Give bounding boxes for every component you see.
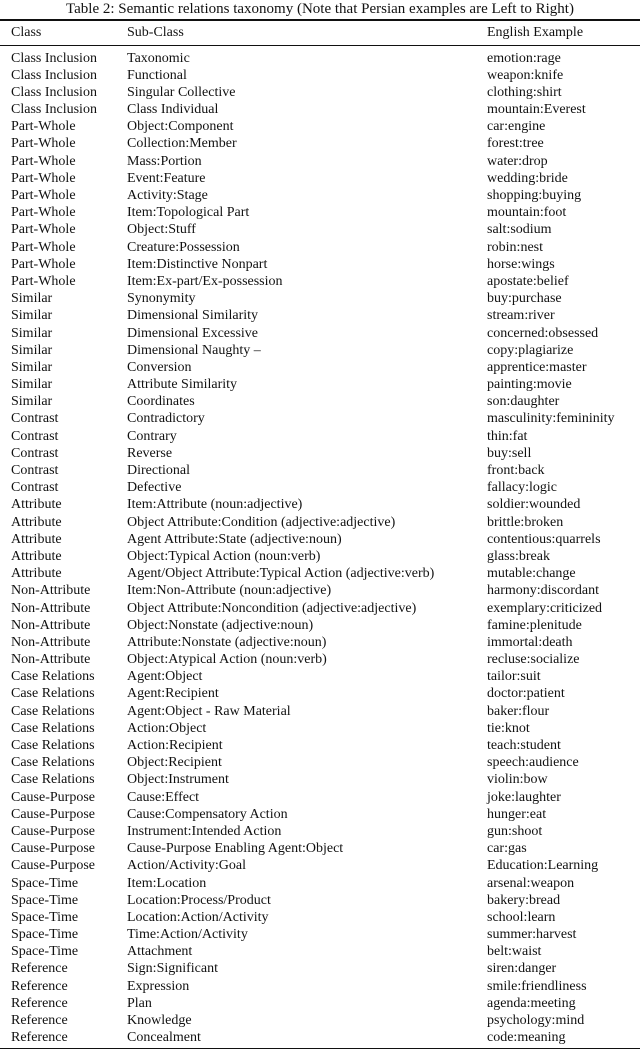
table-row <box>0 789 640 806</box>
class-cell: Attribute <box>11 497 62 513</box>
class-cell: Attribute <box>11 548 62 564</box>
sub-class-cell: Item:Location <box>127 875 207 891</box>
sub-class-cell: Time:Action/Activity <box>127 927 248 943</box>
english-example-cell: hunger:eat <box>487 806 547 822</box>
class-cell: Space-Time <box>11 944 79 960</box>
english-example-cell: car:engine <box>487 119 546 135</box>
english-example-cell: recluse:socialize <box>487 652 580 668</box>
table-row <box>0 909 640 926</box>
english-example-cell: buy:sell <box>487 445 532 461</box>
english-example-cell: code:meaning <box>487 1030 566 1046</box>
class-cell: Part-Whole <box>11 239 76 255</box>
table-row <box>0 737 640 754</box>
header-english-example: English Example <box>487 25 584 40</box>
sub-class-cell: Object:Stuff <box>127 222 196 238</box>
english-example-cell: fallacy:logic <box>487 480 557 496</box>
sub-class-cell: Item:Topological Part <box>127 205 250 221</box>
english-example-cell: baker:flour <box>487 703 550 719</box>
class-cell: Non-Attribute <box>11 617 91 633</box>
table-row <box>0 170 640 187</box>
class-cell: Cause-Purpose <box>11 823 95 839</box>
class-cell: Case Relations <box>11 703 95 719</box>
sub-class-cell: Action:Recipient <box>127 738 223 753</box>
english-example-cell: gun:shoot <box>487 823 543 839</box>
table-row <box>0 771 640 788</box>
table-row <box>0 187 640 204</box>
sub-class-cell: Object:Recipient <box>127 755 222 771</box>
table-row <box>0 565 640 582</box>
class-cell: Case Relations <box>11 772 95 788</box>
table-row <box>0 823 640 840</box>
english-example-cell: doctor:patient <box>487 686 565 702</box>
sub-class-cell: Collection:Member <box>127 136 237 152</box>
class-cell: Similar <box>11 377 53 393</box>
table-row <box>0 617 640 634</box>
english-example-cell: clothing:shirt <box>487 84 562 100</box>
english-example-cell: harmony:discordant <box>487 583 599 599</box>
sub-class-cell: Synonymity <box>127 291 196 307</box>
sub-class-cell: Directional <box>127 463 190 478</box>
sub-class-cell: Item:Non-Attribute (noun:adjective) <box>127 583 332 599</box>
english-example-cell: weapon:knife <box>487 67 564 83</box>
class-cell: Class Inclusion <box>11 67 97 83</box>
table-row <box>0 50 640 67</box>
class-cell: Attribute <box>11 531 62 547</box>
english-example-cell: stream:river <box>487 308 555 324</box>
sub-class-cell: Contrary <box>127 428 177 444</box>
sub-class-cell: Defective <box>127 480 182 496</box>
english-example-cell: emotion:rage <box>487 50 561 66</box>
class-cell: Reference <box>11 1013 68 1028</box>
english-example-cell: masculinity:femininity <box>487 411 615 427</box>
english-example-cell: salt:sodium <box>487 222 552 238</box>
sub-class-cell: Attribute Similarity <box>127 377 238 393</box>
table-row <box>0 445 640 462</box>
english-example-cell: joke:laughter <box>487 789 561 805</box>
sub-class-cell: Expression <box>127 978 190 994</box>
english-example-cell: immortal:death <box>487 634 573 650</box>
sub-class-cell: Attachment <box>127 944 193 960</box>
class-cell: Part-Whole <box>11 136 76 152</box>
table-row <box>0 479 640 496</box>
class-cell: Similar <box>11 308 53 324</box>
table-row <box>0 67 640 84</box>
table-row <box>0 943 640 960</box>
english-example-cell: painting:movie <box>487 377 572 393</box>
sub-class-cell: Dimensional Similarity <box>127 308 259 324</box>
class-cell: Case Relations <box>11 669 95 685</box>
table-row <box>0 703 640 720</box>
table-row <box>0 393 640 410</box>
english-example-cell: soldier:wounded <box>487 497 581 513</box>
english-example-cell: car:gas <box>487 841 527 857</box>
class-cell: Case Relations <box>11 755 95 771</box>
class-cell: Reference <box>11 978 68 994</box>
sub-class-cell: Item:Distinctive Nonpart <box>127 256 268 272</box>
table-row <box>0 634 640 651</box>
english-example-cell: wedding:bride <box>487 170 568 186</box>
english-example-cell: shopping:buying <box>487 188 582 203</box>
sub-class-cell: Object Attribute:Noncondition (adjective:adjective) <box>127 600 417 616</box>
class-cell: Similar <box>11 325 53 341</box>
sub-class-cell: Cause:Compensatory Action <box>127 806 288 822</box>
table-row <box>0 359 640 376</box>
sub-class-cell: Taxonomic <box>127 50 190 66</box>
sub-class-cell: Object:Typical Action (noun:verb) <box>127 548 321 564</box>
english-example-cell: mountain:foot <box>487 205 567 221</box>
sub-class-cell: Sign:Significant <box>127 961 218 977</box>
table-row <box>0 204 640 221</box>
sub-class-cell: Agent/Object Attribute:Typical Action (adjective:verb) <box>127 566 435 582</box>
table-row <box>0 600 640 617</box>
english-example-cell: teach:student <box>487 738 561 753</box>
table-row <box>0 685 640 702</box>
class-cell: Reference <box>11 961 68 977</box>
class-cell: Cause-Purpose <box>11 841 95 857</box>
english-example-cell: thin:fat <box>487 428 528 444</box>
sub-class-cell: Action:Object <box>127 720 207 736</box>
class-cell: Part-Whole <box>11 222 76 238</box>
header-sub-class: Sub-Class <box>127 25 184 40</box>
class-cell: Part-Whole <box>11 119 76 135</box>
english-example-cell: summer:harvest <box>487 927 577 943</box>
class-cell: Non-Attribute <box>11 652 91 668</box>
english-example-cell: Education:Learning <box>487 858 599 874</box>
table-row <box>0 857 640 874</box>
class-cell: Reference <box>11 1030 68 1046</box>
english-example-cell: psychology:mind <box>487 1013 585 1028</box>
table-row <box>0 118 640 135</box>
sub-class-cell: Object Attribute:Condition (adjective:adjective) <box>127 514 396 530</box>
english-example-cell: siren:danger <box>487 961 557 977</box>
table-row <box>0 960 640 977</box>
english-example-cell: speech:audience <box>487 755 579 771</box>
sub-class-cell: Object:Nonstate (adjective:noun) <box>127 617 314 633</box>
sub-class-cell: Location:Process/Product <box>127 892 271 908</box>
english-example-cell: tie:knot <box>487 720 530 736</box>
bottom-rule <box>0 1048 640 1050</box>
class-cell: Part-Whole <box>11 170 76 186</box>
class-cell: Contrast <box>11 463 59 478</box>
table-row <box>0 1012 640 1029</box>
class-cell: Similar <box>11 359 53 375</box>
table-row <box>0 875 640 892</box>
sub-class-cell: Agent Attribute:State (adjective:noun) <box>127 531 342 547</box>
table-row <box>0 548 640 565</box>
table-row <box>0 101 640 118</box>
english-example-cell: contentious:quarrels <box>487 531 601 547</box>
sub-class-cell: Contradictory <box>127 411 205 427</box>
sub-class-cell: Object:Component <box>127 119 234 135</box>
table-row <box>0 153 640 170</box>
english-example-cell: son:daughter <box>487 394 560 410</box>
table-row <box>0 462 640 479</box>
table-body <box>0 50 640 1047</box>
table-header <box>0 22 640 44</box>
table-row <box>0 514 640 531</box>
sub-class-cell: Coordinates <box>127 394 195 410</box>
table-row <box>0 806 640 823</box>
class-cell: Similar <box>11 394 53 410</box>
class-cell: Class Inclusion <box>11 84 97 100</box>
class-cell: Space-Time <box>11 909 79 925</box>
class-cell: Non-Attribute <box>11 634 91 650</box>
class-cell: Part-Whole <box>11 256 76 272</box>
sub-class-cell: Cause-Purpose Enabling Agent:Object <box>127 841 344 857</box>
sub-class-cell: Creature:Possession <box>127 239 240 255</box>
table-row <box>0 1029 640 1046</box>
english-example-cell: robin:nest <box>487 239 543 255</box>
class-cell: Case Relations <box>11 738 95 753</box>
english-example-cell: concerned:obsessed <box>487 325 599 341</box>
english-example-cell: forest:tree <box>487 136 544 152</box>
sub-class-cell: Attribute:Nonstate (adjective:noun) <box>127 634 327 650</box>
sub-class-cell: Action/Activity:Goal <box>127 858 246 874</box>
class-cell: Contrast <box>11 480 59 496</box>
header-class: Class <box>11 25 42 40</box>
sub-class-cell: Agent:Recipient <box>127 686 219 702</box>
sub-class-cell: Conversion <box>127 359 192 375</box>
english-example-cell: horse:wings <box>487 256 555 272</box>
english-example-cell: smile:friendliness <box>487 978 587 994</box>
table-row <box>0 84 640 101</box>
header-rule <box>0 45 640 46</box>
sub-class-cell: Mass:Portion <box>127 153 202 169</box>
table-caption: Table 2: Semantic relations taxonomy (Note that Persian examples are Left to Right) <box>66 1 574 17</box>
table-row <box>0 720 640 737</box>
table-row <box>0 978 640 995</box>
sub-class-cell: Dimensional Naughty – <box>127 342 261 358</box>
class-cell: Attribute <box>11 514 62 530</box>
table-row <box>0 926 640 943</box>
english-example-cell: brittle:broken <box>487 514 564 530</box>
class-cell: Similar <box>11 291 53 307</box>
class-cell: Part-Whole <box>11 205 76 221</box>
sub-class-cell: Agent:Object <box>127 669 203 685</box>
class-cell: Class Inclusion <box>11 102 97 118</box>
table-row <box>0 325 640 342</box>
sub-class-cell: Concealment <box>127 1030 201 1046</box>
sub-class-cell: Event:Feature <box>127 170 206 186</box>
table-row <box>0 307 640 324</box>
table-row <box>0 342 640 359</box>
class-cell: Case Relations <box>11 720 95 736</box>
class-cell: Cause-Purpose <box>11 789 95 805</box>
table-row <box>0 995 640 1012</box>
class-cell: Space-Time <box>11 927 79 943</box>
english-example-cell: glass:break <box>487 548 550 564</box>
english-example-cell: bakery:bread <box>487 892 561 908</box>
table-row <box>0 668 640 685</box>
english-example-cell: famine:plenitude <box>487 617 582 633</box>
class-cell: Non-Attribute <box>11 583 91 599</box>
sub-class-cell: Object:Instrument <box>127 772 229 788</box>
english-example-cell: apprentice:master <box>487 359 587 375</box>
table-row <box>0 273 640 290</box>
english-example-cell: copy:plagiarize <box>487 342 574 358</box>
table-row <box>0 376 640 393</box>
class-cell: Cause-Purpose <box>11 806 95 822</box>
top-rule <box>0 19 640 21</box>
table-row <box>0 239 640 256</box>
sub-class-cell: Class Individual <box>127 102 219 118</box>
english-example-cell: exemplary:criticized <box>487 600 603 616</box>
class-cell: Contrast <box>11 445 59 461</box>
english-example-cell: agenda:meeting <box>487 995 576 1011</box>
sub-class-cell: Item:Attribute (noun:adjective) <box>127 497 303 513</box>
table-row <box>0 651 640 668</box>
english-example-cell: violin:bow <box>487 772 548 788</box>
sub-class-cell: Object:Atypical Action (noun:verb) <box>127 652 327 668</box>
sub-class-cell: Knowledge <box>127 1013 192 1028</box>
table-row <box>0 410 640 427</box>
class-cell: Part-Whole <box>11 273 76 289</box>
class-cell: Contrast <box>11 411 59 427</box>
sub-class-cell: Plan <box>127 995 152 1011</box>
table-row <box>0 428 640 445</box>
class-cell: Reference <box>11 995 68 1011</box>
class-cell: Space-Time <box>11 875 79 891</box>
sub-class-cell: Cause:Effect <box>127 789 200 805</box>
english-example-cell: mountain:Everest <box>487 102 586 118</box>
table-row <box>0 582 640 599</box>
class-cell: Cause-Purpose <box>11 858 95 874</box>
english-example-cell: mutable:change <box>487 566 576 582</box>
class-cell: Non-Attribute <box>11 600 91 616</box>
english-example-cell: arsenal:weapon <box>487 875 575 891</box>
sub-class-cell: Instrument:Intended Action <box>127 823 282 839</box>
class-cell: Space-Time <box>11 892 79 908</box>
class-cell: Part-Whole <box>11 188 76 203</box>
sub-class-cell: Functional <box>127 67 187 83</box>
table-row <box>0 892 640 909</box>
table-row <box>0 290 640 307</box>
table-row <box>0 840 640 857</box>
english-example-cell: front:back <box>487 463 545 478</box>
class-cell: Part-Whole <box>11 153 76 169</box>
english-example-cell: apostate:belief <box>487 273 569 289</box>
class-cell: Class Inclusion <box>11 50 97 66</box>
sub-class-cell: Dimensional Excessive <box>127 325 259 341</box>
table-row <box>0 221 640 238</box>
table-row <box>0 496 640 513</box>
class-cell: Attribute <box>11 566 62 582</box>
sub-class-cell: Activity:Stage <box>127 188 208 203</box>
english-example-cell: tailor:suit <box>487 669 541 685</box>
sub-class-cell: Reverse <box>127 445 173 461</box>
sub-class-cell: Location:Action/Activity <box>127 909 269 925</box>
class-cell: Contrast <box>11 428 59 444</box>
english-example-cell: water:drop <box>487 153 548 169</box>
english-example-cell: belt:waist <box>487 944 542 960</box>
table-row <box>0 135 640 152</box>
sub-class-cell: Agent:Object - Raw Material <box>127 703 291 719</box>
english-example-cell: buy:purchase <box>487 291 562 307</box>
class-cell: Case Relations <box>11 686 95 702</box>
sub-class-cell: Item:Ex-part/Ex-possession <box>127 273 283 289</box>
class-cell: Similar <box>11 342 53 358</box>
sub-class-cell: Singular Collective <box>127 84 236 100</box>
table-row <box>0 754 640 771</box>
table-row <box>0 531 640 548</box>
table-row <box>0 256 640 273</box>
english-example-cell: school:learn <box>487 909 556 925</box>
